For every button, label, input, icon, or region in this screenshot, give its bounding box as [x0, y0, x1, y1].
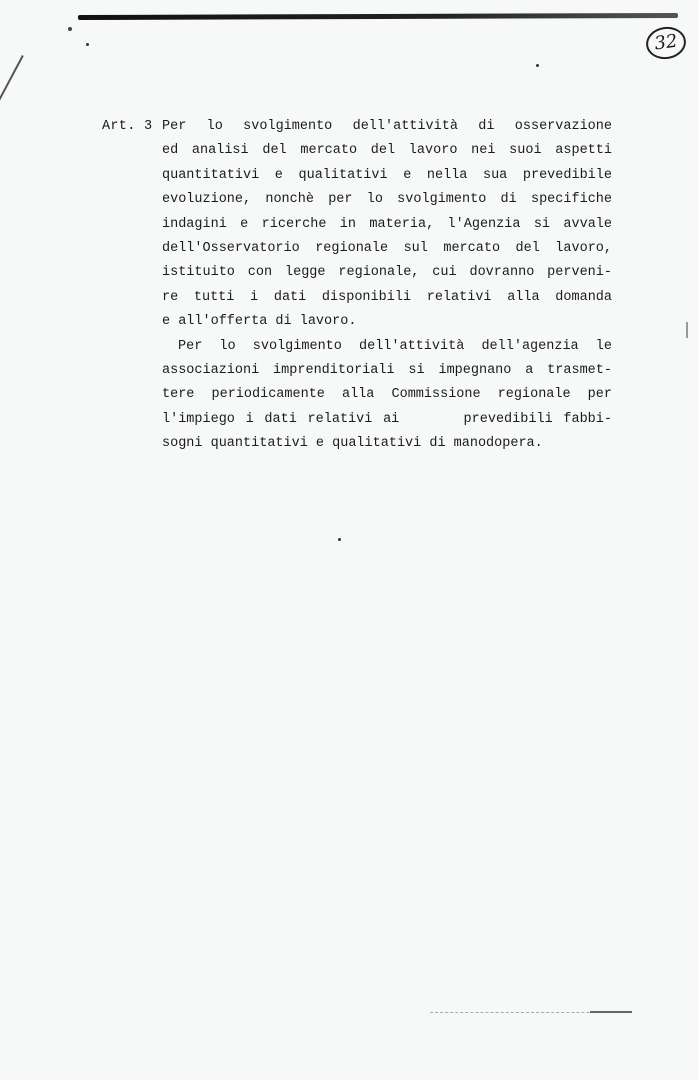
text-line: dell'Osservatorio regionale sul mercato del lavoro,: [162, 240, 612, 256]
article-body: [162, 115, 612, 456]
text-line: e all'offerta di lavoro.: [162, 314, 357, 330]
stray-dot: [536, 64, 539, 67]
stray-dot: [338, 538, 341, 541]
text-line: ed analisi del mercato del lavoro nei suoi aspetti: [162, 143, 612, 159]
paragraph-1: [162, 115, 612, 335]
stray-dot: [86, 43, 89, 46]
text-line: associazioni imprenditoriali si impegnano a trasmet-: [162, 362, 612, 378]
text-line: tere periodicamente alla Commissione regionale per: [162, 387, 612, 403]
text-line: Per lo svolgimento dell'attività dell'agenzia le: [178, 338, 612, 354]
text-line: evoluzione, nonchè per lo svolgimento di specifiche: [162, 192, 612, 208]
margin-mark: [686, 322, 688, 338]
margin-pencil-mark: [0, 55, 23, 102]
page-number-circled: 32: [644, 24, 688, 61]
text-line: Per lo svolgimento dell'attività di osservazione: [162, 119, 612, 134]
article-label: Art. 3: [102, 119, 153, 134]
text-line: sogni quantitativi e qualitativi di manodopera.: [162, 436, 543, 452]
text-line: quantitativi e qualitativi e nella sua prevedibile: [162, 167, 612, 183]
text-line: l'impiego i dati relativi ai prevedibili fabbi-: [162, 411, 612, 427]
text-line: re tutti i dati disponibili relativi alla domanda: [162, 289, 612, 305]
paragraph-2: [162, 335, 612, 457]
top-rule: [78, 13, 678, 20]
text-line: istituito con legge regionale, cui dovranno perveni-: [162, 265, 612, 281]
bottom-scribble: [590, 1011, 632, 1013]
top-rule-mark: [68, 27, 72, 31]
text-line: indagini e ricerche in materia, l'Agenzia si avvale: [162, 216, 612, 232]
